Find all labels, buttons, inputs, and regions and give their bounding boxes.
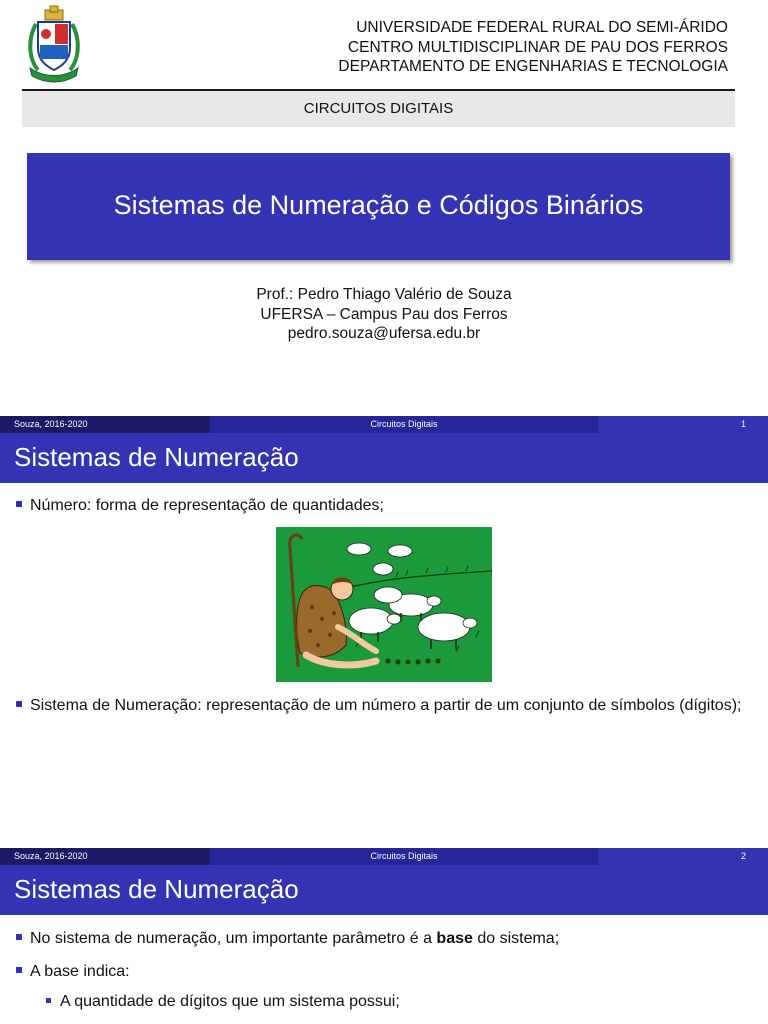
title-slide [0, 0, 768, 416]
slide-1 [0, 416, 768, 848]
bullet-item [16, 695, 756, 717]
sub-bullet-item [46, 991, 746, 1013]
institution-header [338, 18, 728, 77]
slide-page-number: 2 [598, 848, 768, 865]
bullet-square-icon [16, 967, 22, 973]
slide-page-number: 1 [598, 416, 768, 433]
bullet-square-icon [16, 501, 22, 507]
bullet-item [16, 495, 756, 517]
slide-author: Souza, 2016-2020 [0, 416, 210, 433]
author-line: Prof.: Pedro Thiago Valério de Souza [256, 286, 512, 303]
bullet-square-icon [16, 701, 22, 707]
slide-course: Circuitos Digitais [210, 416, 598, 433]
bullet-item [16, 961, 756, 983]
slide-header-bar [0, 416, 768, 433]
slide-course: Circuitos Digitais [210, 848, 598, 865]
course-name: CIRCUITOS DIGITAIS [22, 91, 735, 127]
bullet-square-icon [16, 934, 22, 940]
bullet-text: Sistema de Numeração: representação de um número a partir de um conjunto de símbolos (dígitos); [30, 697, 742, 714]
bullet-text: No sistema de numeração, um importante parâmetro é a [30, 930, 437, 947]
university-crest-icon [26, 4, 82, 84]
bold-term: base [436, 930, 473, 947]
bullet-item [16, 928, 756, 950]
bullet-square-icon [46, 998, 51, 1003]
institution-line: CENTRO MULTIDISCIPLINAR DE PAU DOS FERROS [347, 38, 728, 56]
institution-line: DEPARTAMENTO DE ENGENHARIAS E TECNOLOGIA [338, 58, 728, 75]
bullet-text: A quantidade de dígitos que um sistema possui; [60, 993, 400, 1010]
institution-line: UNIVERSIDADE FEDERAL RURAL DO SEMI-ÁRIDO [356, 19, 728, 36]
bullet-text: Número: forma de representação de quantidades; [30, 497, 384, 514]
bullet-text: A base indica: [30, 963, 130, 980]
author-info [0, 285, 768, 344]
slide-author: Souza, 2016-2020 [0, 848, 210, 865]
presentation-title: Sistemas de Numeração e Códigos Binários [27, 153, 730, 260]
author-line: UFERSA – Campus Pau dos Ferros [260, 305, 508, 323]
frame-title: Sistemas de Numeração [0, 433, 768, 483]
bullet-text: do sistema; [472, 930, 560, 947]
author-email: pedro.souza@ufersa.edu.br [287, 325, 481, 342]
slide-2 [0, 848, 768, 1024]
frame-title: Sistemas de Numeração [0, 865, 768, 915]
slide-header-bar [0, 848, 768, 865]
shepherd-counting-sheep-illustration [276, 527, 492, 682]
